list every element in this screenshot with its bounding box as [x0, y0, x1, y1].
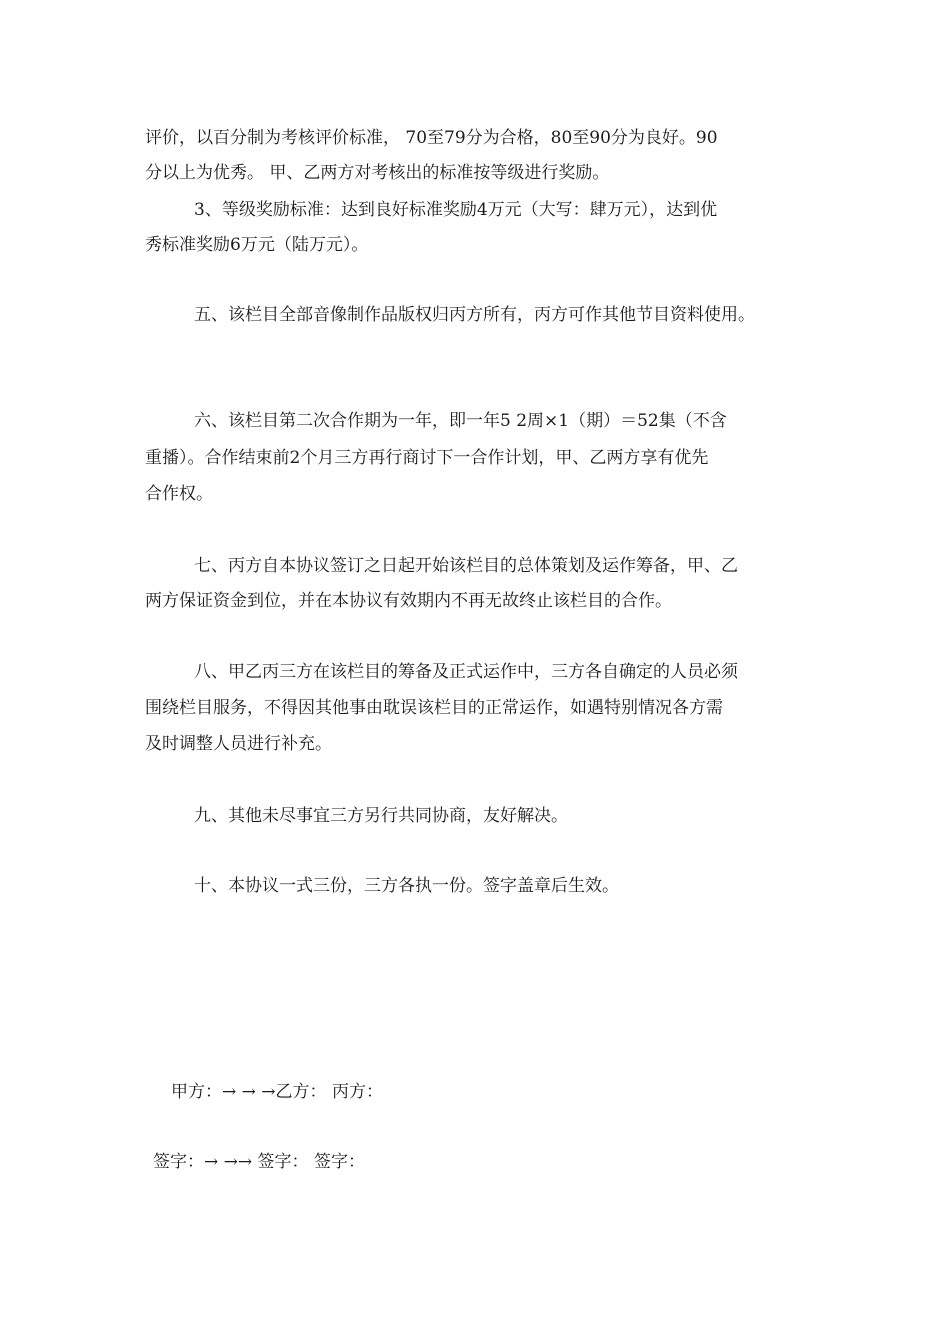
section7-line2: 两方保证资金到位，并在本协议有效期内不再无故终止该栏目的合作。 — [145, 591, 672, 611]
section4-line1: 评价，以百分制为考核评价标准， 70至79分为合格，80至90分为良好。90 — [145, 128, 718, 148]
section7-line1: 七、丙方自本协议签订之日起开始该栏目的总体策划及运作筹备，甲、乙 — [194, 556, 738, 576]
section9-line1: 九、其他未尽事宜三方另行共同协商，友好解决。 — [194, 806, 568, 826]
section10-line1: 十、本协议一式三份，三方各执一份。签字盖章后生效。 — [194, 876, 619, 896]
section6-line3: 合作权。 — [145, 484, 213, 504]
section8-line1: 八、甲乙丙三方在该栏目的筹备及正式运作中，三方各自确定的人员必须 — [194, 662, 738, 682]
section8-line2: 围绕栏目服务，不得因其他事由耽误该栏目的正常运作，如遇特别情况各方需 — [145, 698, 723, 718]
section4-item3-line2: 秀标准奖励6万元（陆万元）。 — [145, 235, 369, 255]
section6-line2: 重播）。合作结束前2个月三方再行商讨下一合作计划，甲、乙两方享有优先 — [145, 448, 709, 468]
signatures-line: 签字：→ →→ 签字： 签字： — [153, 1152, 365, 1172]
section4-line2: 分以上为优秀。 甲、乙两方对考核出的标准按等级进行奖励。 — [145, 163, 610, 183]
section6-line1: 六、该栏目第二次合作期为一年，即一年5 2周×1（期）＝52集（不含 — [194, 411, 727, 431]
section8-line3: 及时调整人员进行补充。 — [145, 734, 332, 754]
section4-item3-line1: 3、等级奖励标准：达到良好标准奖励4万元（大写：肆万元），达到优 — [194, 200, 718, 220]
section5-line1: 五、该栏目全部音像制作品版权归丙方所有，丙方可作其他节目资料使用。 — [194, 305, 755, 325]
parties-line: 甲方：→ → →乙方： 丙方： — [171, 1082, 383, 1102]
